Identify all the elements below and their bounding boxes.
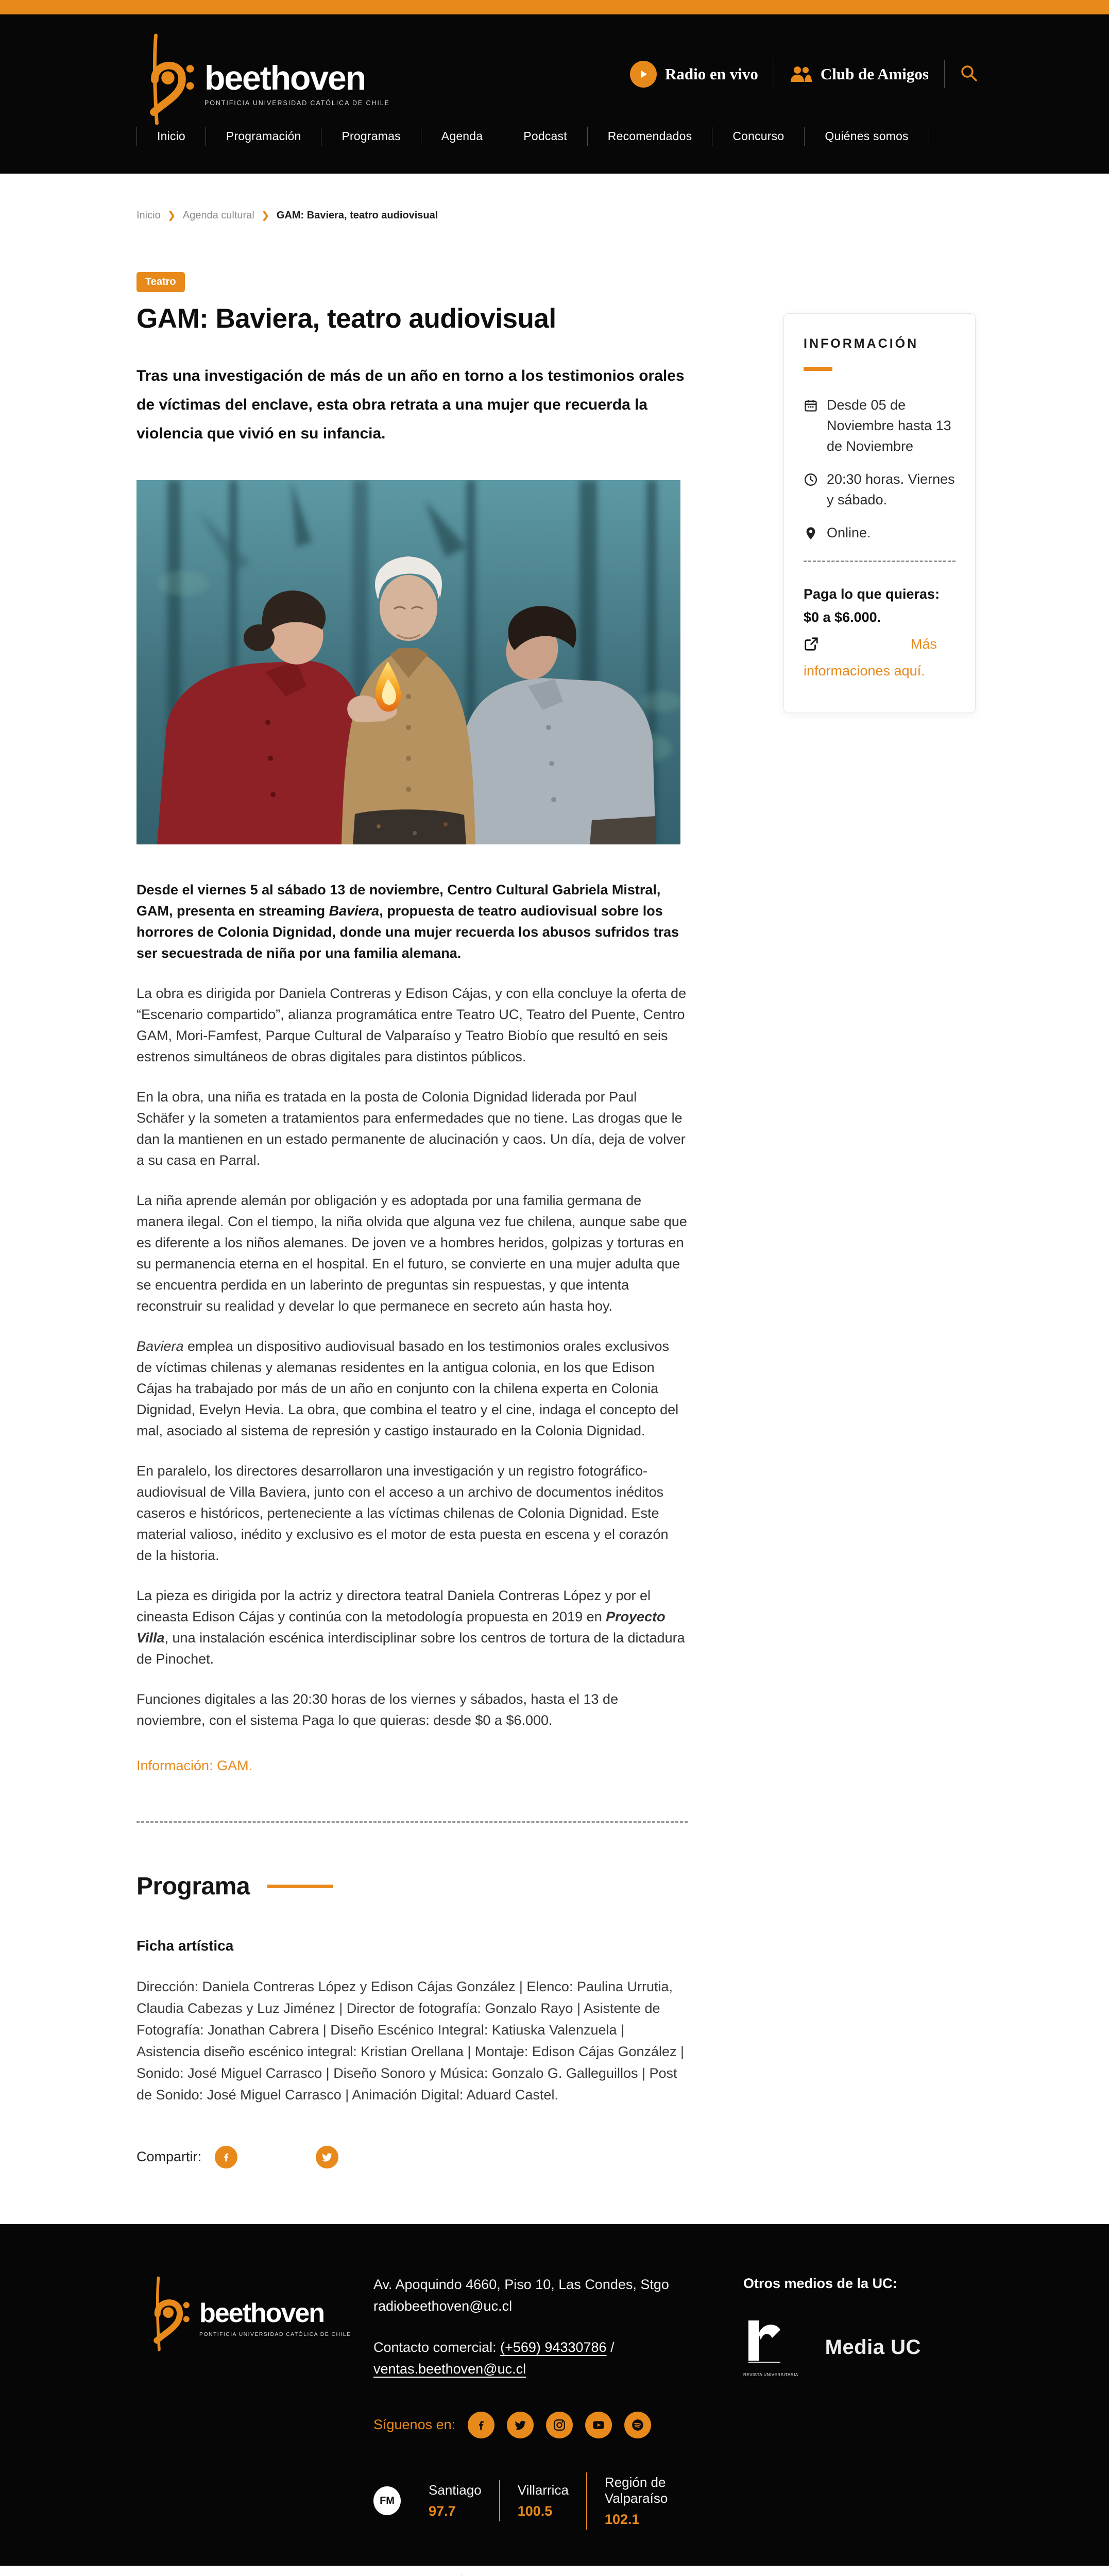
share-label: Compartir: xyxy=(137,2149,202,2165)
paragraph: Funciones digitales a las 20:30 horas de los viernes y sábados, hasta el 13 de noviembre, con el sistema Paga lo que quieras: desde $0 a $6.000. xyxy=(137,1691,619,1728)
footer-phone-link[interactable]: (+569) 94330786 xyxy=(500,2339,607,2355)
share-facebook-button[interactable] xyxy=(215,2146,237,2168)
station-santiago: Santiago 97.7 xyxy=(429,2482,482,2519)
category-badge[interactable]: Teatro xyxy=(137,272,185,292)
programa-heading: Programa xyxy=(137,1872,250,1900)
fm-icon: FM xyxy=(373,2486,401,2515)
nav-concurso[interactable]: Concurso xyxy=(732,129,784,143)
radio-live-button[interactable]: Radio en vivo xyxy=(630,61,758,88)
media-uc-link[interactable]: Media UC xyxy=(825,2336,921,2359)
logo-wordmark: beethoven xyxy=(204,59,366,97)
paragraph: La pieza es dirigida por la actriz y directora teatral Daniela Contreras López y por el cineasta Edison Cájas y continúa con la metodología propuesta en 2019 en Proyecto Villa, una instalación escénica interdisciplinar sobre los centros de tortura de la dictadura de Pinochet. xyxy=(137,1587,685,1667)
info-card xyxy=(783,313,976,713)
info-item-place: Online. xyxy=(804,522,956,543)
chevron-right-icon: ❯ xyxy=(261,210,269,221)
revista-universitaria-icon xyxy=(743,2318,783,2368)
spotify-button[interactable] xyxy=(624,2412,651,2438)
play-icon xyxy=(630,61,657,88)
twitter-icon xyxy=(321,2151,333,2163)
station-villarrica: Villarrica 100.5 xyxy=(499,2480,586,2521)
facebook-icon xyxy=(220,2151,232,2163)
main-navigation xyxy=(0,127,1109,146)
page-title: GAM: Baviera, teatro audiovisual xyxy=(137,303,556,334)
breadcrumb-home[interactable]: Inicio xyxy=(137,210,161,221)
divider xyxy=(944,60,945,88)
breadcrumb-section[interactable]: Agenda cultural xyxy=(182,210,254,221)
breadcrumb-current: GAM: Baviera, teatro audiovisual xyxy=(276,210,438,221)
breadcrumb xyxy=(137,210,975,222)
fm-frequencies xyxy=(373,2472,743,2530)
other-media-label: Otros medios de la UC: xyxy=(743,2275,897,2291)
info-item-time: 20:30 horas. Viernes y sábado. xyxy=(804,469,956,510)
footer-contact-line: Contacto comercial: (+569) 94330786 / ventas.beethoven@uc.cl xyxy=(373,2339,615,2377)
card-accent-rule xyxy=(804,367,832,371)
footer-email[interactable]: radiobeethoven@uc.cl xyxy=(373,2298,513,2314)
site-header xyxy=(0,14,1109,174)
ficha-artistica-heading: Ficha artística xyxy=(137,1937,234,1954)
station-valparaiso: Región de Valparaíso 102.1 xyxy=(586,2472,743,2530)
article xyxy=(137,222,688,2168)
twitter-button[interactable] xyxy=(507,2412,534,2438)
hero-image xyxy=(137,480,680,844)
share-twitter-button[interactable] xyxy=(316,2146,338,2168)
nav-quienes-somos[interactable]: Quiénes somos xyxy=(825,129,909,143)
bottom-credits-bar xyxy=(0,2566,1109,2576)
paragraph: Baviera emplea un dispositivo audiovisual basado en los testimonios orales exclusivos de víctimas chilenas y alemanas residentes en la antigua colonia, en los que Edison Cájas ha trabajado por más de un año en conjunto con la chilena experta en Colonia Dignidad, Evelyn Hevia. La obra, que combina el teatro y el cine, indaga el concepto del mal, asociado al sistema de represión y castigo instaurado en la Colonia Dignidad. xyxy=(137,1338,679,1438)
media-uc-logo[interactable]: REVISTA UNIVERSITARIA xyxy=(743,2318,798,2377)
logo-subtitle: PONTIFICIA UNIVERSIDAD CATÓLICA DE CHILE xyxy=(204,99,390,107)
site-footer xyxy=(0,2224,1109,2566)
people-icon xyxy=(790,65,812,83)
spotify-icon xyxy=(631,2418,644,2432)
footer-sales-email-link[interactable]: ventas.beethoven@uc.cl xyxy=(373,2361,526,2377)
article-body xyxy=(137,879,688,1731)
price-text: Paga lo que quieras: $0 a $6.000. xyxy=(804,586,940,625)
bass-clef-icon xyxy=(143,2274,192,2354)
credits-text: Dirección: Daniela Contreras López y Edison Cájas González | Elenco: Paulina Urrutia, Claudia Cabezas y Luz Jiménez | Director de fotografía: Gonzalo Rayo | Asistente de Fotografía: Jonathan Cabrera | Diseño Escénico Integral: Katiuska Valenzuela | Asistencia diseño escénico integral: Kristian Orellana | Montaje: Edison Cájas González | Sonido: José Miguel Carrasco | Diseño Sonoro y Música: Gonzalo G. Galleguillos | Post de Sonido: José Miguel Carrasco | Animación Digital: Aduard Castel. xyxy=(137,1978,685,2103)
dashed-divider xyxy=(804,561,956,562)
youtube-button[interactable] xyxy=(585,2412,612,2438)
info-item-dates: Desde 05 de Noviembre hasta 13 de Noviembre xyxy=(804,395,956,456)
bass-clef-icon xyxy=(137,31,197,127)
paragraph: La obra es dirigida por Daniela Contreras y Edison Cájas, y con ella concluye la oferta de “Escenario compartido”, alianza programática entre Teatro UC, Teatro del Puente, Centro GAM, Mori-Famfest, Parque Cultural de Valparaíso y Teatro Biobío que resultó en seis estrenos simultáneos de obras digitales para distintos públicos. xyxy=(137,985,687,1064)
club-de-amigos-link[interactable]: Club de Amigos xyxy=(790,65,929,83)
article-standfirst: Tras una investigación de más de un año en torno a los testimonios orales de víctimas del enclave, esta obra retrata a una mujer que recuerda la violencia que vivió en su infancia. xyxy=(137,367,685,442)
nav-podcast[interactable]: Podcast xyxy=(523,129,567,143)
nav-agenda[interactable]: Agenda xyxy=(441,129,483,143)
paragraph: La niña aprende alemán por obligación y es adoptada por una familia germana de manera ilegal. Con el tiempo, la niña olvida que alguna vez fue chilena, aunque sabe que es diferente a los niños alemanes. De joven ve a hombres heridos, golpizas y torturas en su permanencia eterna en el hospital. En el futuro, se convierte en una mujer adulta que se encuentra perdida en un laberinto de preguntas sin respuestas, y que intenta reconstruir su realidad y develar lo que permanece en secreto aún hasta hoy. xyxy=(137,1192,687,1314)
top-accent-bar xyxy=(0,0,1109,14)
nav-programacion[interactable]: Programación xyxy=(226,129,301,143)
twitter-icon xyxy=(514,2418,527,2432)
nav-recomendados[interactable]: Recomendados xyxy=(607,129,692,143)
paragraph: Desde el viernes 5 al sábado 13 de noviembre, Centro Cultural Gabriela Mistral, GAM, presenta en streaming Baviera, propuesta de teatro audiovisual sobre los horrores de Colonia Dignidad, donde una mujer recuerda los abusos sufridos tras ser secuestrada de niña por una familia alemana. xyxy=(137,882,679,961)
dashed-divider xyxy=(137,1821,688,1823)
nav-inicio[interactable]: Inicio xyxy=(157,129,185,143)
footer-beethoven-logo[interactable]: beethoven PONTIFICIA UNIVERSIDAD CATÓLICA DE CHILE xyxy=(143,2274,359,2341)
paragraph: En la obra, una niña es tratada en la posta de Colonia Dignidad liderada por Paul Schäfer y la someten a tratamientos para enfermedades que no tiene. Las drogas que le dan la mantienen en un estado permanente de alucinación y caos. Un día, deja de volver a su casa en Parral. xyxy=(137,1089,686,1168)
chevron-right-icon: ❯ xyxy=(167,210,176,221)
location-icon xyxy=(804,526,818,540)
clock-icon xyxy=(804,472,818,487)
instagram-icon xyxy=(553,2418,566,2432)
youtube-icon xyxy=(592,2418,605,2432)
footer-address: Av. Apoquindo 4660, Piso 10, Las Condes, Stgo xyxy=(373,2276,669,2292)
external-link-icon xyxy=(804,635,819,659)
more-info-link[interactable]: Más informaciones aquí. xyxy=(804,636,937,679)
heading-accent-rule xyxy=(267,1885,333,1888)
nav-programas[interactable]: Programas xyxy=(342,129,401,143)
search-button[interactable] xyxy=(960,64,978,84)
search-icon xyxy=(960,64,978,82)
facebook-button[interactable] xyxy=(468,2412,494,2438)
info-card-heading: INFORMACIÓN xyxy=(804,336,919,351)
beethoven-logo[interactable] xyxy=(137,31,390,110)
instagram-button[interactable] xyxy=(546,2412,573,2438)
follow-label: Síguenos en: xyxy=(373,2417,456,2433)
sidebar xyxy=(783,222,976,2168)
gam-info-link[interactable]: Información: GAM. xyxy=(137,1757,253,1773)
paragraph: En paralelo, los directores desarrollaron una investigación y un registro fotográfico-audiovisual de Villa Baviera, junto con el acceso a un archivo de documentos inéditos caseros e históricos, perteneciente a las víctimas chilenas de Colonia Dignidad. Este material valioso, inédito y exclusivo es el motor de esta puesta en escena y el corazón de la historia. xyxy=(137,1463,669,1563)
facebook-icon xyxy=(475,2419,487,2431)
calendar-icon xyxy=(804,398,818,413)
